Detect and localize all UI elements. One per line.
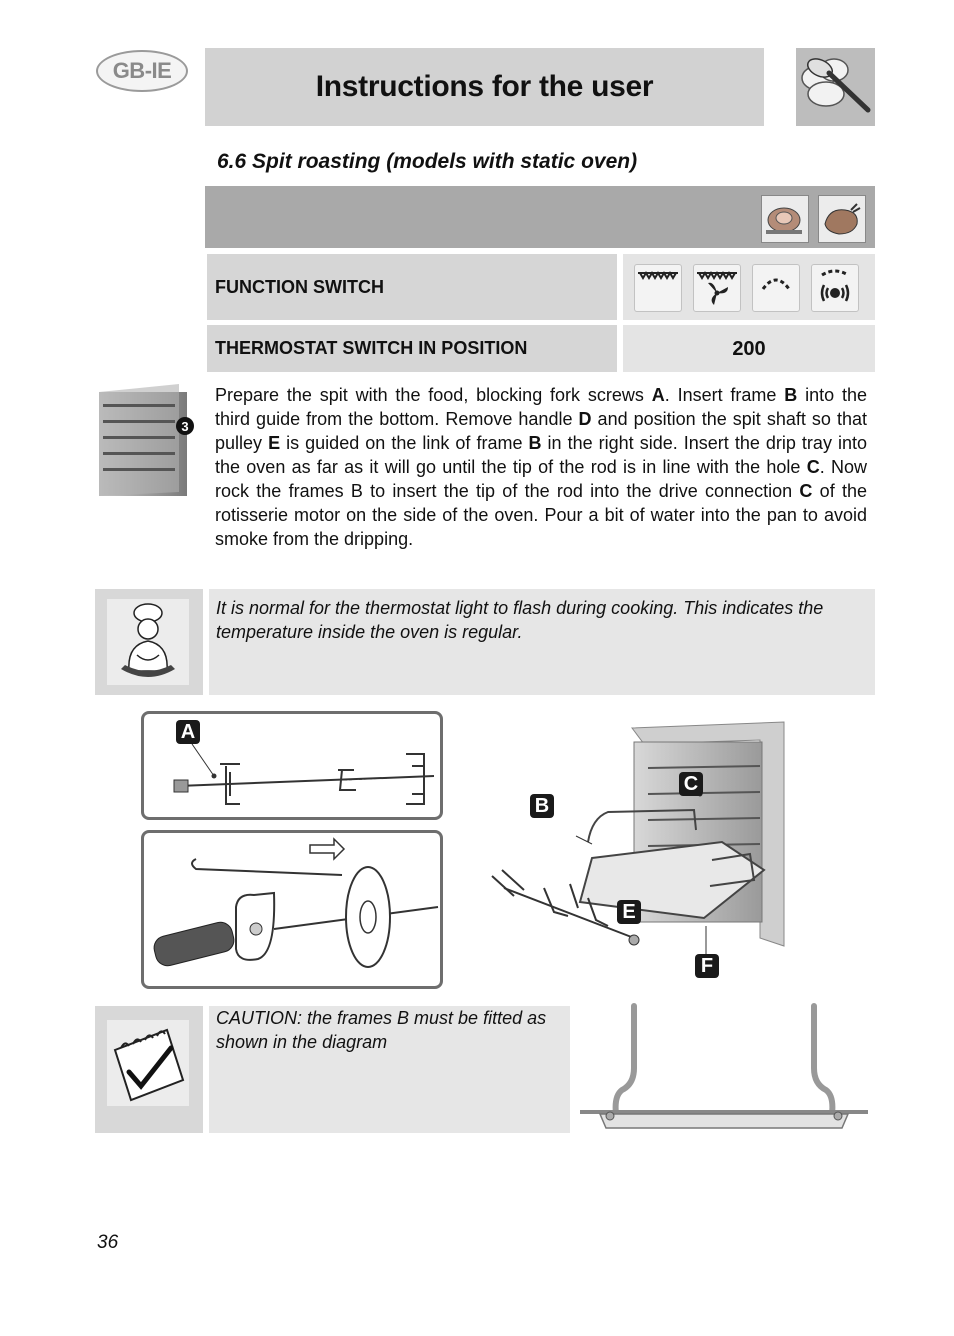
- meat-roast-icon: [761, 195, 809, 243]
- page-number: 36: [97, 1232, 119, 1253]
- handle-pulley-diagram: [141, 830, 443, 989]
- caution-text: CAUTION: the frames B must be fitted as shown in the diagram: [216, 1008, 547, 1052]
- caution-icon-panel: [95, 1006, 203, 1133]
- thermostat-label: THERMOSTAT SWITCH IN POSITION: [207, 325, 617, 372]
- instruction-text: is guided on the link of frame: [280, 433, 529, 453]
- instruction-text: in the right side. Insert the drip tray into the oven as far as it will go until the tip of the rod is in line with the hole: [215, 433, 867, 477]
- chef-icon: [107, 599, 189, 685]
- notepad-check-icon: [107, 1020, 189, 1106]
- thermostat-value-cell: [623, 325, 875, 372]
- instruction-ref: A: [651, 385, 665, 405]
- note-box: [209, 589, 875, 695]
- page-title: Instructions for the user: [315, 70, 654, 103]
- food-type-header: [205, 186, 875, 248]
- instruction-ref: B: [784, 385, 798, 405]
- caution-box: [209, 1006, 570, 1133]
- instruction-text: and position the spit shaft so that pulley: [215, 409, 868, 453]
- note-text: It is normal for the thermostat light to flash during cooking. This indicates the temperature inside the oven is regular.: [216, 598, 824, 642]
- instruction-text: of the rotisserie motor on the side of the oven. Pour a bit of water into the pan to avoid smoke from the dripping.: [215, 481, 867, 549]
- instruction-ref: E: [268, 433, 281, 453]
- guide-number-badge: 3: [181, 419, 189, 434]
- top-bottom-heat-icon: [634, 264, 682, 312]
- language-badge: [96, 50, 188, 92]
- grill-rotisserie-icon: [811, 264, 859, 312]
- callout-b: B: [530, 794, 554, 818]
- instruction-ref: D: [578, 409, 592, 429]
- chef-spoon-icon: [796, 48, 875, 126]
- frames-fitting-diagram: [580, 1004, 870, 1134]
- function-switch-icons: [623, 254, 875, 320]
- callout-f: F: [695, 954, 719, 978]
- oven-guide-illustration: [99, 384, 187, 496]
- roast-chicken-icon: [818, 195, 866, 243]
- instruction-text: . Insert frame: [664, 385, 785, 405]
- callout-e: E: [617, 900, 641, 924]
- callout-a: A: [176, 720, 200, 744]
- instruction-text: into the third guide from the bottom. Remove handle: [215, 385, 867, 429]
- instruction-ref: C: [806, 457, 820, 477]
- instruction-ref: C: [799, 481, 813, 501]
- top-heat-icon: [752, 264, 800, 312]
- instruction-ref: B: [528, 433, 542, 453]
- function-switch-label: FUNCTION SWITCH: [207, 254, 617, 320]
- instruction-text: Prepare the spit with the food, blocking fork screws: [215, 385, 652, 405]
- note-icon-panel: [95, 589, 203, 695]
- callout-c: C: [679, 772, 703, 796]
- instruction-text: . Now rock the frames B to insert the tip of the rod into the drive connection: [215, 457, 867, 501]
- section-title: 6.6 Spit roasting (models with static oven): [217, 150, 638, 173]
- instructions-paragraph: [215, 383, 867, 551]
- language-badge-label: GB-IE: [112, 58, 172, 83]
- oven-frame-diagram: [484, 720, 788, 984]
- fan-icon: [693, 264, 741, 312]
- spit-assembly-diagram: [141, 711, 443, 820]
- thermostat-value: 200: [732, 338, 766, 360]
- title-bar: [205, 48, 764, 126]
